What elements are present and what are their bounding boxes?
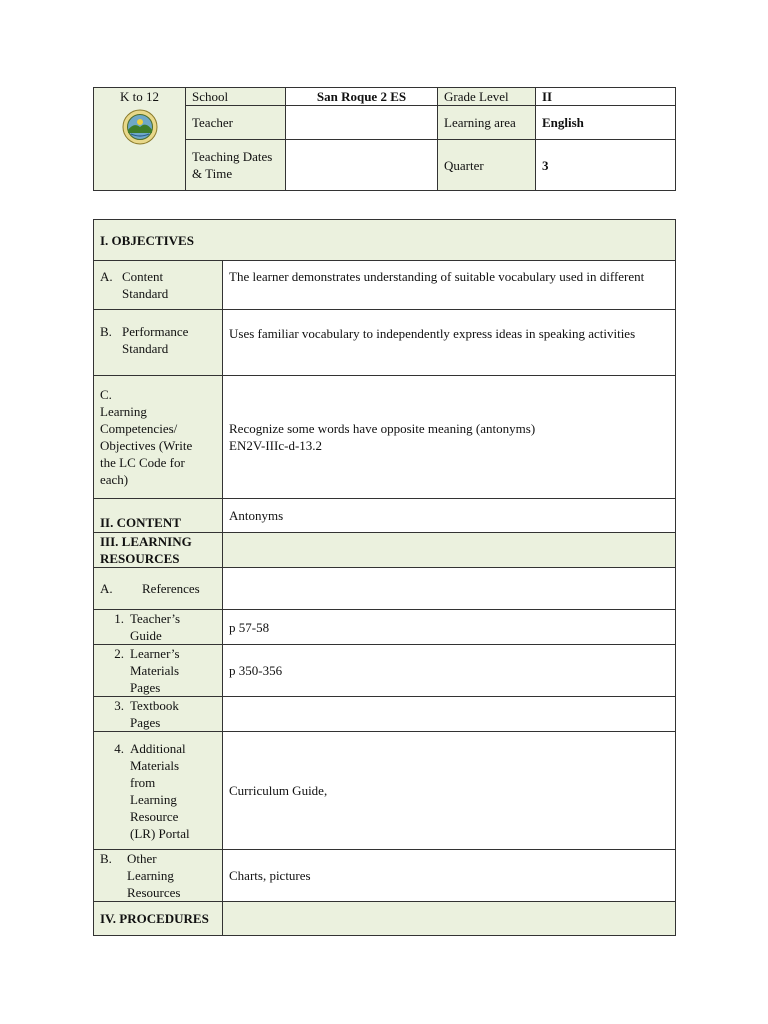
learning-resources-value	[223, 533, 676, 568]
procedures-value	[223, 902, 676, 936]
teachers-guide-label: Teacher’s Guide	[130, 611, 181, 643]
teachers-guide-number: 1.	[114, 611, 124, 626]
learners-materials-label: Learner’s Materials Pages	[130, 646, 180, 695]
learning-competencies-value: Recognize some words have opposite meaning (antonyms)	[229, 421, 536, 436]
performance-standard-label: Performance Standard	[122, 324, 189, 356]
learning-competencies-label: Learning Competencies/ Objectives (Write the LC Code for each)	[100, 404, 193, 487]
lesson-plan-table	[93, 219, 676, 936]
additional-materials-value: Curriculum Guide,	[223, 732, 676, 850]
teachers-guide-label-cell	[94, 610, 223, 645]
additional-materials-number: 4.	[114, 740, 124, 756]
learning-competencies-value-cell	[223, 376, 676, 499]
content-standard-letter: A.	[100, 269, 113, 284]
learning-area-value: English	[536, 106, 676, 140]
textbook-label-cell	[94, 697, 223, 732]
references-label-cell	[94, 568, 223, 610]
textbook-value	[223, 697, 676, 732]
references-letter: A.	[100, 581, 113, 596]
k-to-12-label: K to 12	[120, 89, 159, 104]
learners-materials-label-cell	[94, 645, 223, 697]
learning-area-label: Learning area	[438, 106, 536, 140]
teachers-guide-value: p 57-58	[223, 610, 676, 645]
content-standard-label-cell	[94, 261, 223, 310]
references-value	[223, 568, 676, 610]
content-standard-label: Content Standard	[122, 269, 169, 301]
teacher-label: Teacher	[186, 106, 286, 140]
school-label: School	[186, 88, 286, 106]
learning-competencies-label-cell	[94, 376, 223, 499]
grade-level-label: Grade Level	[438, 88, 536, 106]
content-standard-value: The learner demonstrates understanding of suitable vocabulary used in different	[223, 261, 676, 310]
content-heading: II. CONTENT	[94, 499, 223, 533]
references-label: References	[142, 581, 200, 596]
performance-standard-letter: B.	[100, 324, 112, 339]
school-seal-icon	[121, 109, 159, 145]
grade-level-value: II	[536, 88, 676, 106]
other-resources-label: Other Learning Resources	[127, 851, 181, 900]
other-resources-label-cell	[94, 850, 223, 902]
performance-standard-label-cell	[94, 310, 223, 376]
learning-resources-heading: III. LEARNING RESOURCES	[94, 533, 223, 568]
learners-materials-number: 2.	[114, 646, 124, 661]
additional-materials-label: Additional Materials from Learning Resource (LR) Portal	[130, 740, 190, 841]
teacher-value	[286, 106, 438, 140]
additional-materials-label-cell	[94, 732, 223, 850]
other-resources-letter: B.	[100, 851, 112, 866]
performance-standard-value: Uses familiar vocabulary to independently express ideas in speaking activities	[223, 310, 676, 376]
teaching-dates-value	[286, 140, 438, 191]
procedures-heading: IV. PROCEDURES	[94, 902, 223, 936]
header-table	[93, 87, 676, 191]
quarter-label: Quarter	[438, 140, 536, 191]
textbook-label: Textbook Pages	[130, 698, 179, 730]
teaching-dates-label: Teaching Dates & Time	[186, 140, 286, 191]
learning-competencies-letter: C.	[100, 387, 112, 402]
objectives-heading: I. OBJECTIVES	[94, 220, 676, 261]
learning-competencies-code: EN2V-IIIc-d-13.2	[229, 438, 323, 453]
textbook-number: 3.	[114, 698, 124, 713]
other-resources-value: Charts, pictures	[223, 850, 676, 902]
learners-materials-value: p 350-356	[223, 645, 676, 697]
school-value: San Roque 2 ES	[286, 88, 438, 106]
quarter-value: 3	[536, 140, 676, 191]
content-value: Antonyms	[223, 499, 676, 533]
k-to-12-cell	[94, 88, 186, 191]
